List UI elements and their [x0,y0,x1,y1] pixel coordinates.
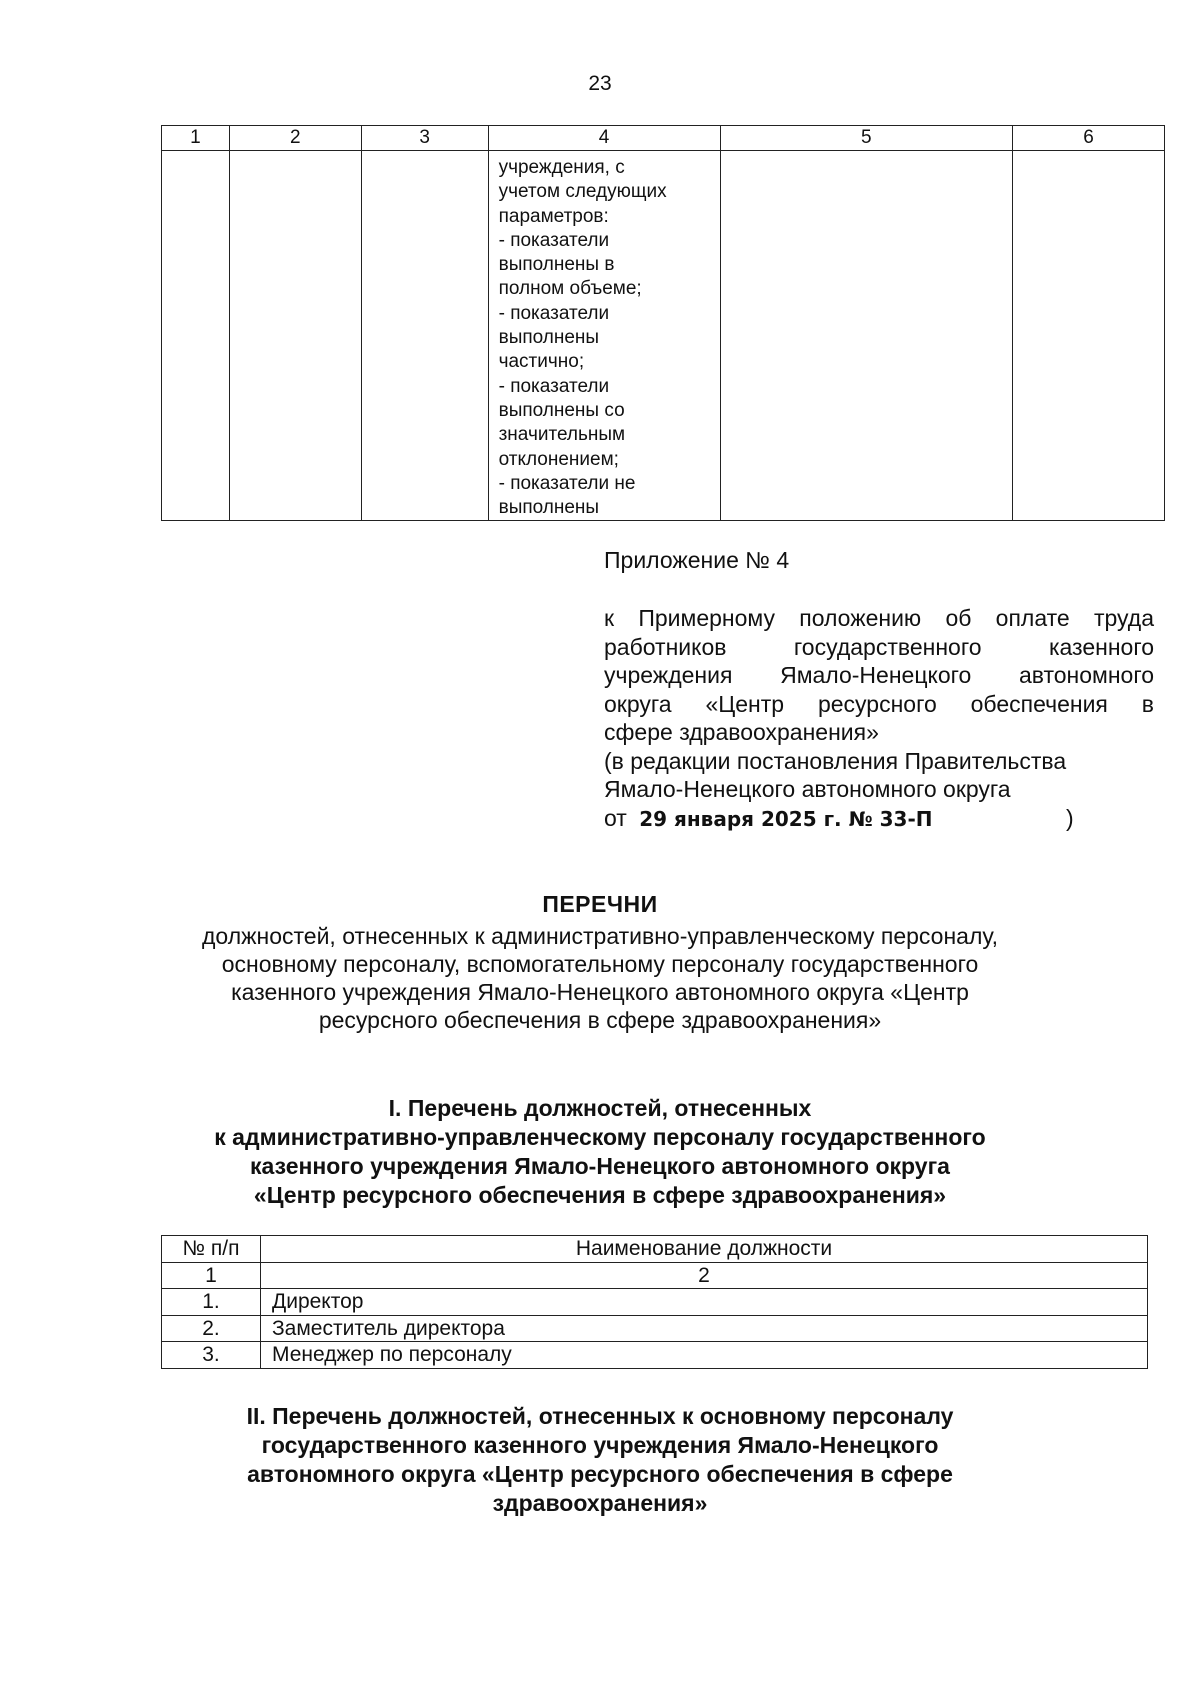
appendix-line: работников государственного казенного [604,633,1154,660]
position-name: Директор [261,1289,1148,1316]
column-header: 4 [488,126,720,151]
subtitle-line: ресурсного обеспечения в сфере здравоохранения» [318,1007,882,1033]
index-name: 2 [261,1262,1148,1289]
row-number: 2. [162,1315,261,1342]
resolution-date-line [604,804,1154,834]
table-row [162,1289,1148,1316]
section-heading-line: II. Перечень должностей, отнесенных к основному персоналу [246,1403,954,1429]
appendix-line: округа «Центр ресурсного обеспечения в [604,690,1154,717]
criteria-line: выполнены в [498,254,615,276]
positions-table [161,1235,1148,1369]
column-header: 6 [1013,126,1165,151]
header-number: № п/п [162,1236,261,1263]
criteria-line: учетом следующих [498,181,667,203]
criteria-line: - показатели не [498,472,636,494]
section-1-heading [0,1094,1200,1210]
continuation-table-row [162,151,1165,521]
table-cell-empty [162,151,230,521]
criteria-line: - показатели [498,229,610,251]
header-position-name: Наименование должности [261,1236,1148,1263]
section-heading-line: I. Перечень должностей, отнесенных [388,1095,812,1121]
section-heading-line: казенного учреждения Ямало-Ненецкого автономного округа [250,1153,950,1179]
table-cell-empty [229,151,361,521]
section-2-heading [0,1402,1200,1518]
index-number: 1 [162,1262,261,1289]
criteria-line: частично; [498,351,585,373]
appendix-line: (в редакции постановления Правительства [604,747,1067,774]
criteria-line: выполнены [498,497,600,519]
criteria-line: выполнены со [498,399,625,421]
section-heading-line: автономного округа «Центр ресурсного обеспечения в сфере [247,1461,953,1487]
continuation-table [161,125,1165,521]
column-header: 5 [720,126,1013,151]
appendix-title: Приложение № 4 [604,547,790,573]
document-title: ПЕРЕЧНИ [542,891,658,917]
appendix-line: сфере здравоохранения» [604,719,879,745]
column-header: 3 [361,126,488,151]
subtitle-line: основному персоналу, вспомогательному персоналу государственного [221,951,979,977]
appendix-reference [604,604,1154,833]
table-cell-empty [361,151,488,521]
positions-table-header [162,1236,1148,1263]
criteria-line: полном объеме; [498,278,642,300]
criteria-line: выполнены [498,327,600,349]
section-heading-line: «Центр ресурсного обеспечения в сфере здравоохранения» [253,1182,947,1208]
appendix-line: Ямало-Ненецкого автономного округа [604,776,1011,802]
section-heading-line: к административно-управленческому персоналу государственного [214,1124,986,1150]
row-number: 1. [162,1289,261,1316]
resolution-date: 29 января 2025 г. № 33-П [639,806,933,831]
criteria-line: отклонением; [498,448,619,470]
criteria-line: - показатели [498,375,610,397]
column-header: 2 [229,126,361,151]
positions-table-index-row [162,1262,1148,1289]
document-subtitle [0,922,1200,1034]
appendix-line: к Примерному положению об оплате труда [604,605,1154,631]
continuation-table-header-row [162,126,1165,151]
criteria-line: значительным [498,424,626,446]
section-heading-line: государственного казенного учреждения Ямало-Ненецкого [261,1432,939,1458]
criteria-line: учреждения, с [498,157,625,178]
table-cell-empty [720,151,1013,521]
page-number: 23 [588,72,612,95]
position-name: Заместитель директора [261,1315,1148,1342]
table-row [162,1342,1148,1369]
subtitle-line: должностей, отнесенных к административно-управленческому персоналу, [202,923,998,949]
subtitle-line: казенного учреждения Ямало-Ненецкого автономного округа «Центр [231,979,969,1005]
criteria-line: - показатели [498,302,610,324]
position-name: Менеджер по персоналу [261,1342,1148,1369]
table-cell-criteria [488,151,720,521]
column-header: 1 [162,126,230,151]
date-close-paren: ) [1066,804,1074,831]
criteria-line: параметров: [498,205,609,227]
appendix-line: учреждения Ямало-Ненецкого автономного [604,662,1154,688]
row-number: 3. [162,1342,261,1369]
table-row [162,1315,1148,1342]
section-heading-line: здравоохранения» [492,1490,708,1516]
date-prefix: от [604,804,627,831]
table-cell-empty [1013,151,1165,521]
